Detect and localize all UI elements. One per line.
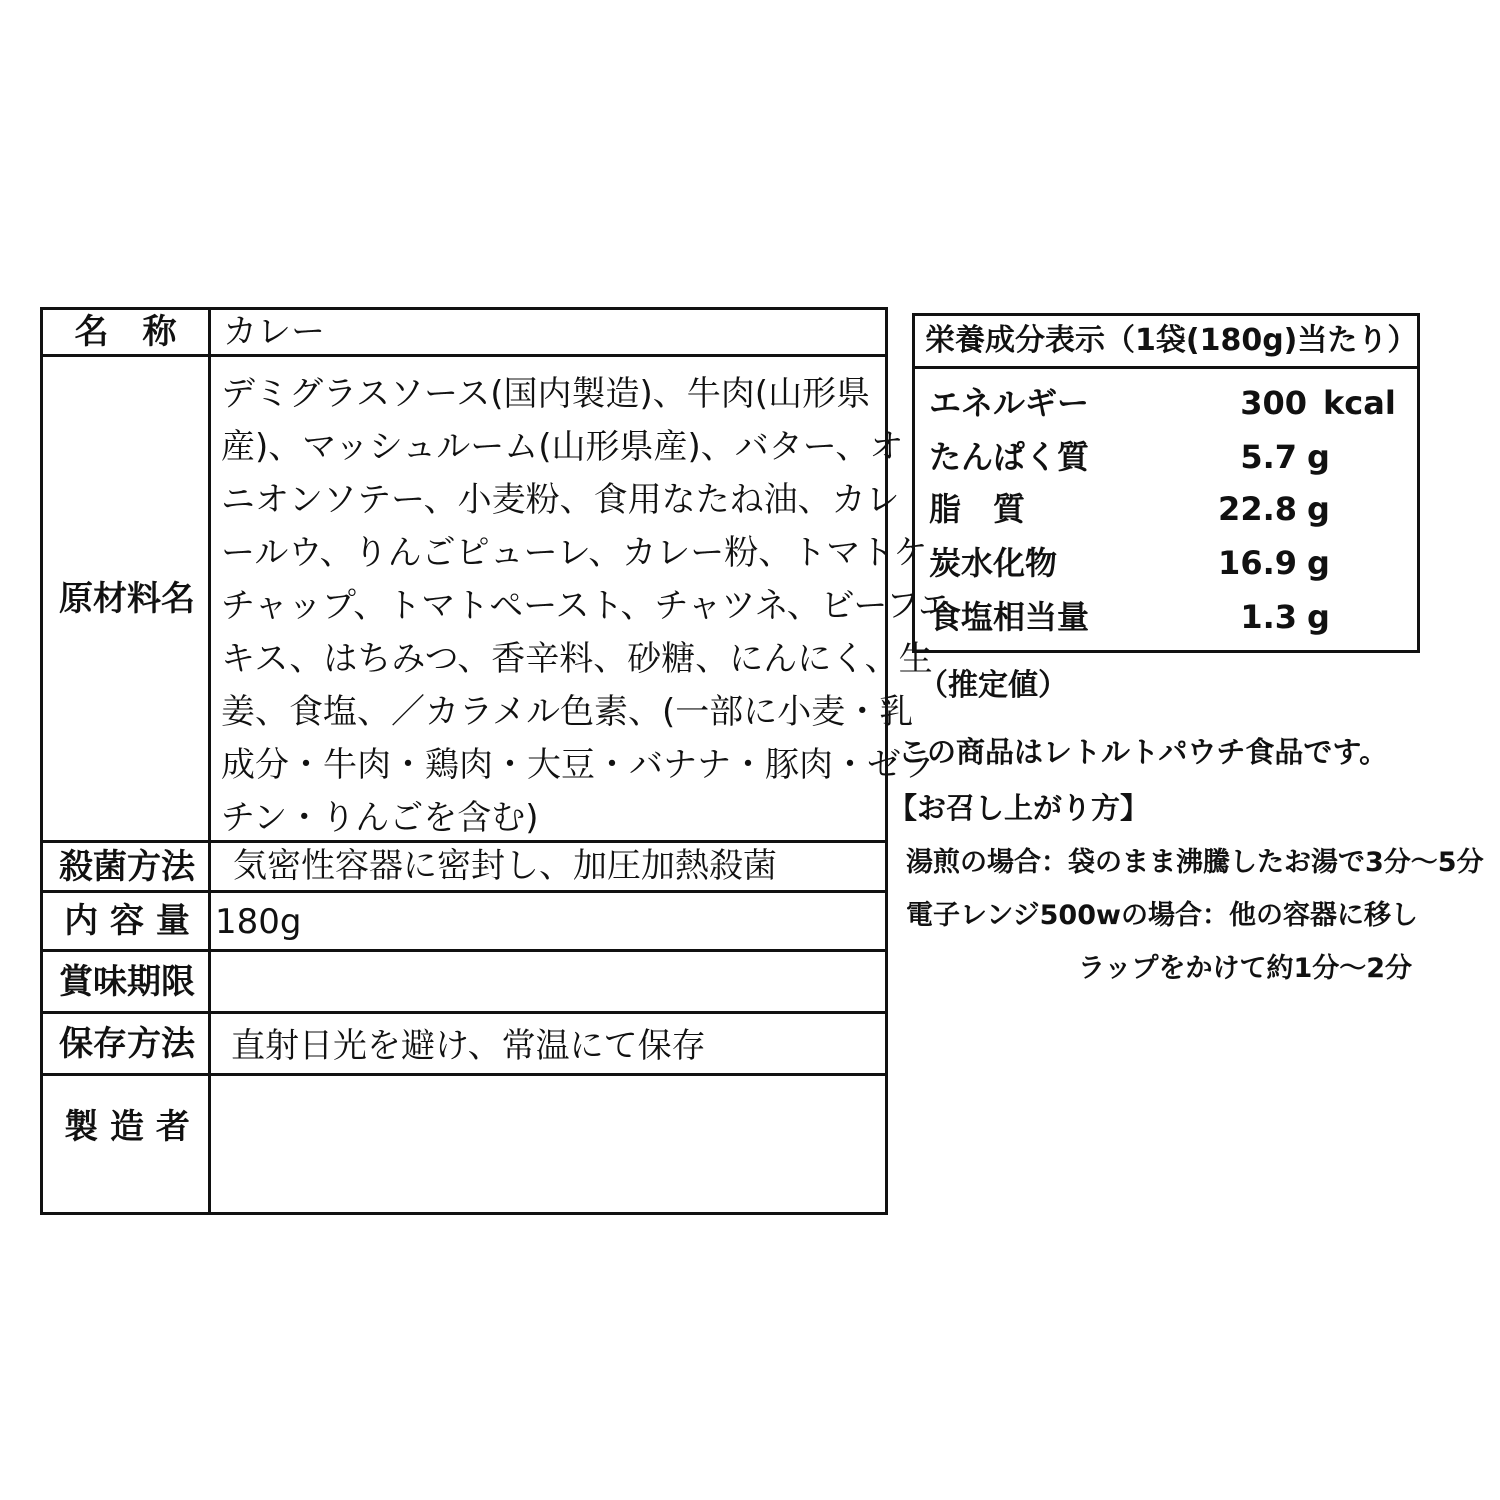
ingredients-line: 姜、食塩、／カラメル色素、(一部に小麦・乳 xyxy=(221,692,914,732)
sterilization-value: 気密性容器に密封し、加圧加熱殺菌 xyxy=(233,846,777,886)
name-label: 名 称 xyxy=(74,312,177,352)
ingredients-line: デミグラスソース(国内製造)、牛肉(山形県 xyxy=(221,374,871,414)
nutrient-value: 16.9 xyxy=(1218,544,1297,582)
nutrient-value: 300 xyxy=(1240,384,1307,422)
nutrient-name: 脂 質 xyxy=(929,490,1026,528)
nutrition-row xyxy=(915,484,1417,534)
ingredients-line: チン・りんごを含む) xyxy=(221,798,539,838)
nutrient-value: 5.7 xyxy=(1240,438,1297,476)
ingredients-line: キス、はちみつ、香辛料、砂糖、にんにく、生 xyxy=(221,639,933,679)
howto-microwave-line2: ラップをかけて約1分～2分 xyxy=(1078,953,1413,984)
ingredients-line: ニオンソテー、小麦粉、食用なたね油、カレ xyxy=(221,480,900,520)
estimate-note: （推定値） xyxy=(918,668,1068,703)
product-label-table xyxy=(40,307,952,1215)
storage-label: 保存方法 xyxy=(59,1023,195,1064)
nutrient-unit: g xyxy=(1307,544,1330,582)
contents-label: 内 容 量 xyxy=(64,901,190,941)
row-divider xyxy=(43,1073,885,1076)
nutrition-row xyxy=(915,378,1417,428)
nutrient-name: たんぱく質 xyxy=(929,438,1090,476)
ingredients-text xyxy=(221,368,952,845)
nutrient-unit: g xyxy=(1307,598,1330,636)
ingredients-line: ールウ、りんごピューレ、カレー粉、トマトケ xyxy=(221,533,928,573)
howto-title: 【お召し上がり方】 xyxy=(888,791,1150,825)
nutrition-row xyxy=(915,592,1417,642)
contents-value: 180g xyxy=(215,902,302,942)
nutrition-row xyxy=(915,432,1417,482)
nutrient-unit: g xyxy=(1307,438,1330,476)
ingredients-label: 原材料名 xyxy=(59,578,195,619)
howto-microwave-line1: 電子レンジ500wの場合：他の容器に移し xyxy=(906,900,1418,931)
storage-value: 直射日光を避け、常温にて保存 xyxy=(231,1026,706,1066)
nutrient-value: 22.8 xyxy=(1218,490,1297,528)
nutrient-unit: g xyxy=(1307,490,1330,528)
sterilization-label: 殺菌方法 xyxy=(59,846,195,887)
ingredients-line: 産)、マッシュルーム(山形県産)、バター、オ xyxy=(221,427,904,467)
nutrient-name: 食塩相当量 xyxy=(929,598,1090,636)
nutrient-value: 1.3 xyxy=(1240,598,1297,636)
nutrition-header: 栄養成分表示（1袋(180g)当たり） xyxy=(915,316,1417,369)
retort-pouch-note: この商品はレトルトパウチ食品です。 xyxy=(898,735,1389,769)
best-before-label: 賞味期限 xyxy=(59,961,195,1002)
manufacturer-label: 製 造 者 xyxy=(64,1107,190,1147)
name-value: カレー xyxy=(223,312,325,352)
nutrient-name: エネルギー xyxy=(929,384,1090,422)
ingredients-line: チャップ、トマトペースト、チャツネ、ビーフエ xyxy=(221,586,952,626)
howto-boil: 湯煎の場合：袋のまま沸騰したお湯で3分～5分 xyxy=(906,847,1484,878)
nutrition-row xyxy=(915,538,1417,588)
ingredients-line: 成分・牛肉・鶏肉・大豆・バナナ・豚肉・ゼラ xyxy=(221,745,935,785)
nutrition-facts-box xyxy=(912,313,1420,653)
nutrient-unit: kcal xyxy=(1323,384,1396,422)
nutrient-name: 炭水化物 xyxy=(929,544,1058,582)
